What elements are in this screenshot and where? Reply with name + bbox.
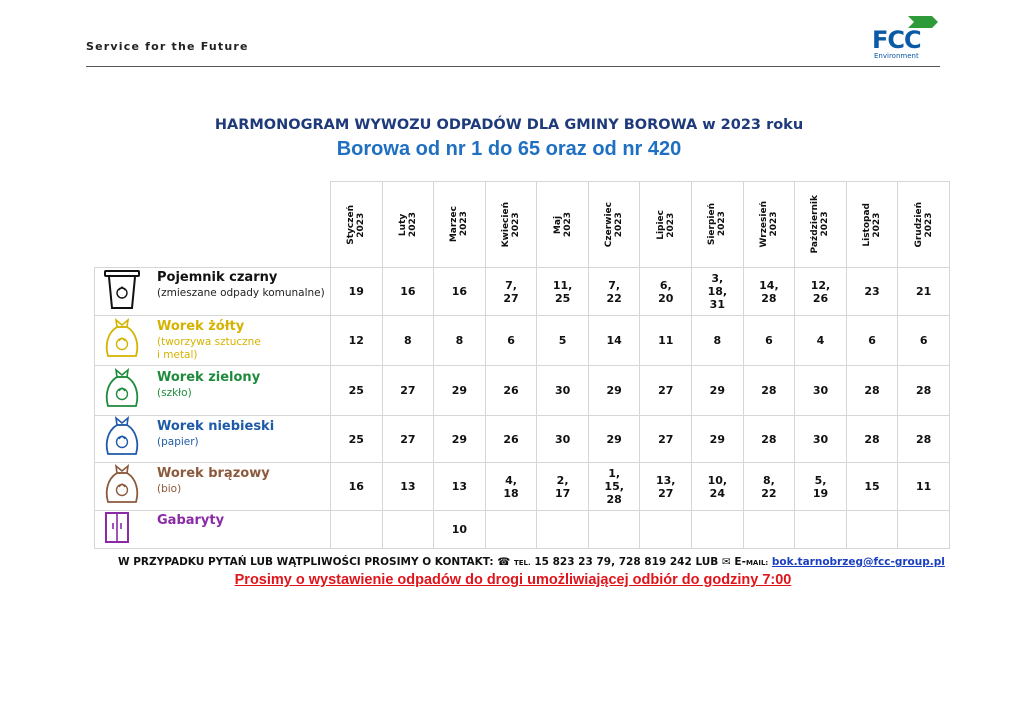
waste-type-name: Worek brązowy [157, 466, 270, 481]
pickup-date-cell: 4 [795, 316, 847, 366]
pickup-date-cell: 19 [331, 268, 383, 316]
yellow-bag-icon [101, 316, 143, 366]
month-label: Grudzień 2023 [913, 201, 934, 248]
pickup-date-cell [692, 511, 744, 549]
month-header [485, 182, 537, 268]
pickup-date-cell [331, 511, 383, 549]
pickup-date-cell: 8 [692, 316, 744, 366]
pickup-date-cell: 16 [331, 463, 383, 511]
pickup-date-cell: 29 [434, 416, 486, 463]
waste-type-name: Worek żółty [157, 319, 245, 334]
pickup-date-cell: 8 [434, 316, 486, 366]
schedule-subtitle: Borowa od nr 1 do 65 oraz od nr 420 [336, 138, 682, 160]
pickup-date-cell: 30 [795, 416, 847, 463]
pickup-date-cell: 28 [898, 416, 950, 463]
table-row [95, 511, 950, 549]
pickup-date-cell: 7, 27 [485, 268, 537, 316]
month-header [692, 182, 744, 268]
month-label: Sierpień 2023 [707, 203, 728, 246]
waste-type-description: (papier) [157, 436, 199, 448]
phone-icon: ☎ [497, 556, 511, 568]
collection-notice: Prosimy o wystawienie odpadów do drogi umożliwiającej odbiór do godziny 7:00 [234, 572, 792, 588]
tagline: Service for the Future [86, 40, 249, 53]
phone-numbers: 15 823 23 79, 728 819 242 [534, 556, 692, 568]
pickup-date-cell: 11 [640, 316, 692, 366]
pickup-date-cell: 10, 24 [692, 463, 744, 511]
pickup-date-cell: 3, 18, 31 [692, 268, 744, 316]
table-row [95, 268, 950, 316]
pickup-date-cell [898, 511, 950, 549]
month-header [640, 182, 692, 268]
pickup-date-cell: 8 [382, 316, 434, 366]
pickup-date-cell [795, 511, 847, 549]
pickup-date-cell: 13 [434, 463, 486, 511]
table-row [95, 416, 950, 463]
tel-label: TEL. [514, 559, 531, 567]
contact-line [118, 556, 945, 568]
pickup-date-cell: 13, 27 [640, 463, 692, 511]
pickup-date-cell: 29 [588, 366, 640, 416]
pickup-date-cell: 27 [382, 366, 434, 416]
pickup-date-cell: 16 [434, 268, 486, 316]
waste-type-cell [95, 511, 331, 549]
pickup-date-cell: 28 [743, 366, 795, 416]
pickup-date-cell: 13 [382, 463, 434, 511]
pickup-date-cell: 2, 17 [537, 463, 589, 511]
envelope-icon: ✉ [721, 556, 731, 568]
pickup-date-cell: 28 [846, 366, 898, 416]
logo-text: FCC [872, 26, 921, 54]
pickup-date-cell: 7, 22 [588, 268, 640, 316]
month-label: Marzec 2023 [449, 206, 470, 243]
pickup-date-cell: 5 [537, 316, 589, 366]
waste-type-description: (zmieszane odpady komunalne) [157, 287, 325, 299]
waste-type-cell [95, 268, 331, 316]
waste-type-name: Worek niebieski [157, 419, 275, 434]
pickup-date-cell: 27 [640, 416, 692, 463]
month-header [331, 182, 383, 268]
pickup-date-cell: 6, 20 [640, 268, 692, 316]
schedule-title: HARMONOGRAM WYWOZU ODPADÓW DLA GMINY BOROWA w 2023 roku [214, 117, 804, 133]
contact-email-link[interactable]: bok.tarnobrzeg@fcc-group.pl [771, 556, 945, 568]
contact-lead: W PRZYPADKU PYTAŃ LUB WĄTPLIWOŚCI PROSIMY O KONTAKT: [118, 556, 494, 568]
pickup-date-cell [537, 511, 589, 549]
month-header [846, 182, 898, 268]
waste-type-description: (szkło) [157, 387, 192, 399]
logo-subtitle: Environment [874, 52, 919, 60]
pickup-date-cell: 11, 25 [537, 268, 589, 316]
pickup-date-cell: 6 [898, 316, 950, 366]
waste-type-cell [95, 463, 331, 511]
pickup-date-cell: 16 [382, 268, 434, 316]
month-header [743, 182, 795, 268]
green-bag-icon [101, 366, 143, 416]
month-label: Luty 2023 [397, 211, 418, 238]
pickup-date-cell: 25 [331, 416, 383, 463]
pickup-date-cell: 29 [434, 366, 486, 416]
pickup-date-cell: 28 [846, 416, 898, 463]
schedule-table [94, 181, 950, 549]
pickup-date-cell: 1, 15, 28 [588, 463, 640, 511]
month-header [795, 182, 847, 268]
pickup-date-cell: 12 [331, 316, 383, 366]
pickup-date-cell: 29 [692, 366, 744, 416]
black-bin-icon [101, 268, 143, 316]
pickup-date-cell: 23 [846, 268, 898, 316]
month-label: Styczeń 2023 [346, 204, 367, 245]
pickup-date-cell: 30 [537, 366, 589, 416]
pickup-date-cell [640, 511, 692, 549]
month-label: Maj 2023 [552, 211, 573, 238]
furniture-icon [101, 511, 135, 549]
month-header [588, 182, 640, 268]
month-label: Wrzesień 2023 [758, 201, 779, 248]
month-label: Listopad 2023 [862, 202, 883, 247]
pickup-date-cell [588, 511, 640, 549]
waste-type-cell [95, 316, 331, 366]
pickup-date-cell: 6 [485, 316, 537, 366]
pickup-date-cell: 27 [382, 416, 434, 463]
fcc-logo [872, 14, 938, 60]
pickup-date-cell: 8, 22 [743, 463, 795, 511]
mail-label: E-MAIL: [734, 556, 769, 568]
pickup-date-cell: 6 [743, 316, 795, 366]
pickup-date-cell: 25 [331, 366, 383, 416]
month-header [537, 182, 589, 268]
month-header [434, 182, 486, 268]
pickup-date-cell: 6 [846, 316, 898, 366]
pickup-date-cell: 5, 19 [795, 463, 847, 511]
month-label: Kwiecień 2023 [501, 201, 522, 248]
pickup-date-cell: 29 [692, 416, 744, 463]
pickup-date-cell: 27 [640, 366, 692, 416]
waste-type-description: (tworzywa sztuczne i metal) [157, 336, 261, 361]
month-label: Lipiec 2023 [655, 209, 676, 240]
pickup-date-cell [382, 511, 434, 549]
pickup-date-cell: 30 [537, 416, 589, 463]
waste-type-name: Worek zielony [157, 370, 261, 385]
month-header [898, 182, 950, 268]
brown-bag-icon [101, 462, 143, 512]
waste-type-cell [95, 416, 331, 463]
or-text: LUB [695, 556, 719, 568]
pickup-date-cell: 21 [898, 268, 950, 316]
pickup-date-cell: 12, 26 [795, 268, 847, 316]
waste-type-description: (bio) [157, 483, 182, 495]
header-corner [95, 182, 331, 268]
pickup-date-cell [485, 511, 537, 549]
waste-type-name: Gabaryty [157, 513, 225, 528]
table-row [95, 366, 950, 416]
pickup-date-cell: 26 [485, 366, 537, 416]
table-row [95, 463, 950, 511]
pickup-date-cell: 14, 28 [743, 268, 795, 316]
pickup-date-cell: 4, 18 [485, 463, 537, 511]
pickup-date-cell: 28 [898, 366, 950, 416]
pickup-date-cell: 15 [846, 463, 898, 511]
waste-type-name: Pojemnik czarny [157, 270, 278, 285]
blue-bag-icon [101, 414, 143, 464]
month-header-row [95, 182, 950, 268]
month-label: Październik 2023 [810, 195, 831, 254]
pickup-date-cell: 28 [743, 416, 795, 463]
pickup-date-cell: 29 [588, 416, 640, 463]
month-header [382, 182, 434, 268]
waste-type-cell [95, 366, 331, 416]
pickup-date-cell: 11 [898, 463, 950, 511]
pickup-date-cell [846, 511, 898, 549]
header-divider [86, 66, 940, 67]
table-row [95, 316, 950, 366]
pickup-date-cell: 26 [485, 416, 537, 463]
pickup-date-cell [743, 511, 795, 549]
pickup-date-cell: 14 [588, 316, 640, 366]
pickup-date-cell: 30 [795, 366, 847, 416]
pickup-date-cell: 10 [434, 511, 486, 549]
month-label: Czerwiec 2023 [604, 201, 625, 248]
